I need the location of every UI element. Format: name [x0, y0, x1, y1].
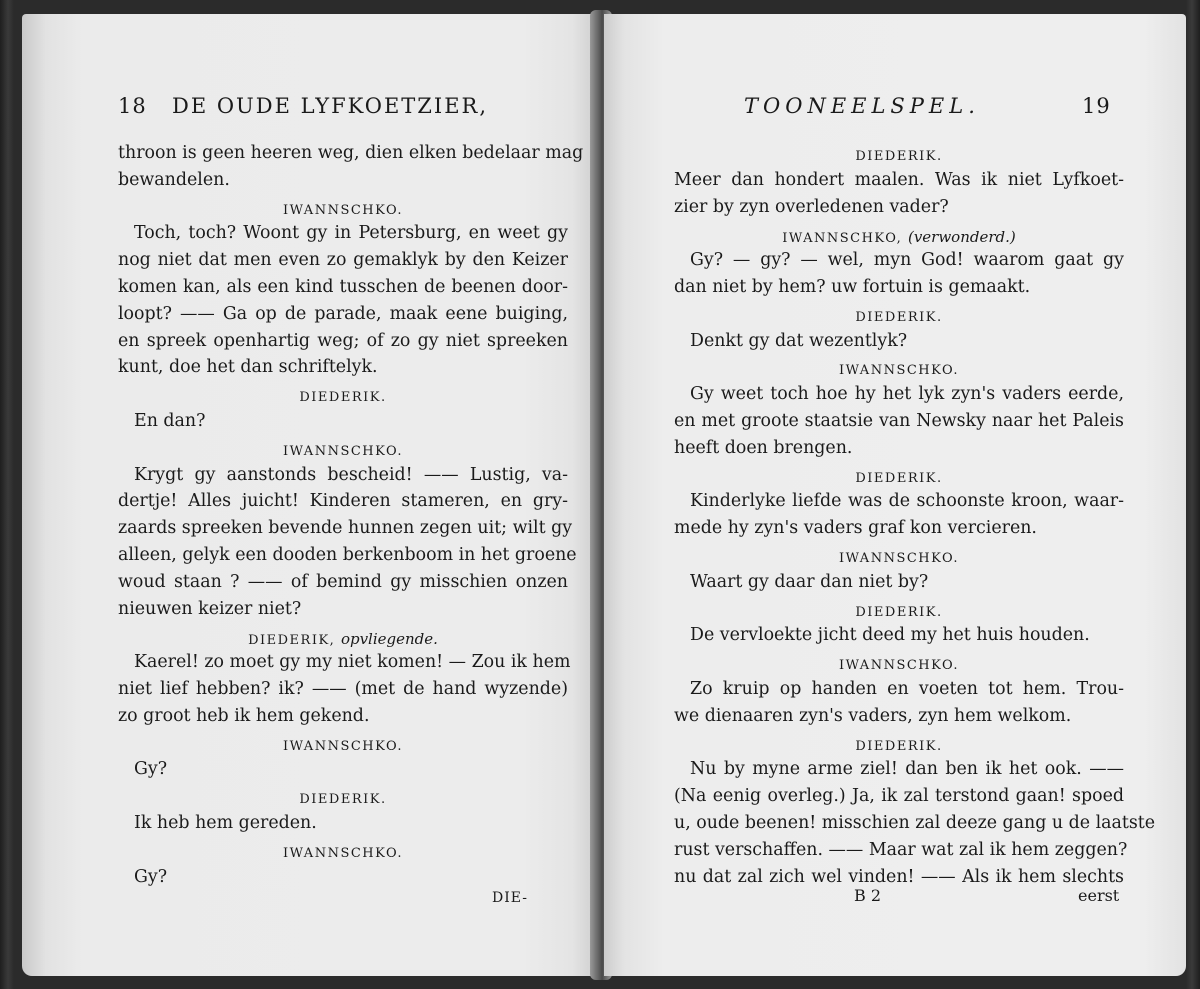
speaker-name [118, 730, 568, 757]
speaker-label: DIEDERIK. [299, 792, 387, 808]
speaker-name [674, 140, 1124, 167]
speaker-name [118, 194, 568, 221]
stage-direction: (verwonderd.) [907, 228, 1016, 247]
text-line: nieuwen keizer niet? [118, 598, 302, 619]
page-text [674, 140, 1156, 890]
signature-mark: B 2 [854, 886, 882, 905]
speaker-name [118, 783, 568, 810]
speaker-label: IWANNSCHKO. [282, 443, 404, 459]
page-number: 18 [118, 94, 147, 118]
page-number: 19 [1082, 94, 1111, 118]
speaker-name [674, 220, 1124, 247]
text-line: dan niet by hem? uw fortuin is gemaakt. [674, 276, 1031, 297]
speaker-name [674, 649, 1124, 676]
text-line: heeft doen brengen. [674, 437, 853, 458]
speaker-name [674, 730, 1124, 757]
text-line: Nu by myne arme ziel! dan ben ik het ook. —— [690, 759, 1124, 780]
text-line: (Na eenig overleg.) Ja, ik zal terstond gaan! spoed [674, 786, 1124, 807]
text-line: nog niet dat men even zo gemaklyk by den Keizer [118, 250, 568, 271]
speaker-name [118, 837, 568, 864]
speaker-label: DIEDERIK. [855, 470, 943, 486]
text-line: zier by zyn overledenen vader? [674, 196, 949, 217]
speaker-name [118, 435, 568, 462]
speaker-name [674, 462, 1124, 489]
running-head: TOONEELSPEL. [744, 94, 980, 118]
speaker-label: DIEDERIK. [855, 149, 943, 164]
speaker-label: IWANNSCHKO. [282, 845, 404, 861]
text-line: Meer dan hondert maalen. Was ik niet Lyfkoet- [674, 169, 1124, 190]
speaker-label: DIEDERIK. [855, 309, 943, 325]
speaker-label: IWANNSCHKO. [838, 363, 960, 379]
speaker-label: DIEDERIK. [855, 738, 943, 754]
text-line: Gy weet toch hoe hy het lyk zyn's vaders eerde, [690, 384, 1124, 405]
right-page [604, 14, 1186, 976]
left-page [22, 14, 596, 976]
text-line: Gy? — gy? — wel, myn God! waarom gaat gy [690, 250, 1124, 271]
running-head: DE OUDE LYFKOETZIER, [172, 94, 489, 118]
speaker-label: DIEDERIK. [855, 604, 943, 620]
text-line: nu dat zal zich wel vinden! —— Als ik hem slechts [674, 866, 1124, 887]
text-line: En dan? [134, 410, 206, 431]
text-line: u, oude beenen! misschien zal deeze gang u de laatste [674, 812, 1156, 833]
speaker-label: IWANNSCHKO, [782, 231, 903, 247]
text-line: kunt, doe het dan schriftelyk. [118, 357, 378, 378]
text-line: woud staan ? —— of bemind gy misschien onzen [118, 571, 568, 592]
text-line: dertje! Alles juicht! Kinderen stameren, en gry- [118, 491, 568, 512]
text-line: en spreek openhartig weg; of zo gy niet spreeken [118, 330, 568, 351]
text-line: Krygt gy aanstonds bescheid! —— Lustig, va- [134, 464, 568, 485]
text-line: alleen, gelyk een dooden berkenboom in het groene [118, 544, 577, 565]
text-line: rust verschaffen. —— Maar wat zal ik hem zeggen? [674, 839, 1128, 860]
speaker-name [674, 301, 1124, 328]
speaker-name [118, 622, 568, 649]
speaker-label: IWANNSCHKO. [838, 550, 960, 566]
text-line: komen kan, als een kind tusschen de beenen door- [118, 276, 568, 297]
catchword: eerst [1078, 886, 1120, 905]
text-line: zaards spreeken bevende hunnen zegen uit; wilt gy [118, 518, 573, 539]
text-line: mede hy zyn's vaders graf kon vercieren. [674, 518, 1037, 539]
text-line: Toch, toch? Woont gy in Petersburg, en weet gy [134, 223, 568, 244]
speaker-name [674, 596, 1124, 623]
text-line: zo groot heb ik hem gekend. [118, 705, 370, 726]
text-line: Zo kruip op handen en voeten tot hem. Trou- [690, 678, 1124, 699]
page-text [118, 140, 584, 890]
speaker-name [118, 381, 568, 408]
speaker-label: DIEDERIK. [299, 390, 387, 406]
stage-direction: opvliegende. [340, 630, 438, 649]
speaker-label: IWANNSCHKO. [282, 202, 404, 218]
text-line: Kaerel! zo moet gy my niet komen! — Zou ik hem [134, 652, 571, 673]
text-line: we dienaaren zyn's vaders, zyn hem welkom. [674, 705, 1072, 726]
text-line: Gy? [134, 759, 168, 780]
text-line: loopt? —— Ga op de parade, maak eene buiging, [118, 303, 568, 324]
text-line: Denkt gy dat wezentlyk? [690, 330, 908, 351]
text-line: niet lief hebben? ik? —— (met de hand wyzende) [118, 678, 568, 699]
text-line: en met groote staatsie van Newsky naar het Paleis [674, 410, 1124, 431]
text-line: throon is geen heeren weg, dien elken bedelaar mag [118, 143, 584, 163]
speaker-label: IWANNSCHKO. [282, 738, 404, 754]
catchword: DIE- [492, 890, 528, 906]
speaker-label: DIEDERIK, [248, 633, 336, 649]
text-line: De vervloekte jicht deed my het huis houden. [690, 625, 1090, 646]
speaker-name [674, 354, 1124, 381]
speaker-name [674, 542, 1124, 569]
text-line: Gy? [134, 866, 168, 887]
speaker-label: IWANNSCHKO. [838, 658, 960, 674]
text-line: Ik heb hem gereden. [134, 812, 317, 833]
text-line: Waart gy daar dan niet by? [690, 571, 929, 592]
text-line: Kinderlyke liefde was de schoonste kroon, waar- [690, 491, 1124, 512]
text-line: bewandelen. [118, 169, 230, 190]
